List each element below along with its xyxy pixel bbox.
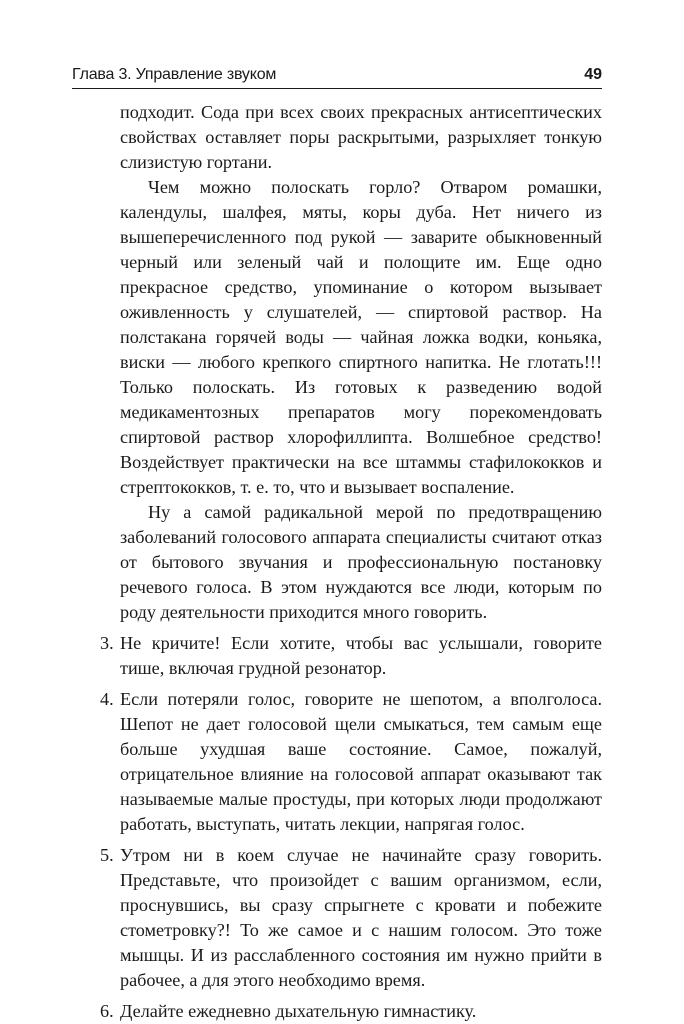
list-item bbox=[72, 687, 602, 837]
page-body bbox=[72, 100, 602, 1024]
list-item-text: Утром ни в коем случае не начинайте сразу говорить. Представьте, что произойдет с вашим организмом, если, проснувшись, вы сразу спрыгнете с кровати и побежите стометровку?! То же самое и с нашим голосом. Это тоже мышцы. И из расслабленного состояния им нужно прийти в рабочее, а для этого необходимо время. bbox=[120, 845, 602, 990]
page-number: 49 bbox=[584, 66, 602, 83]
list-item bbox=[72, 999, 602, 1024]
running-head bbox=[72, 62, 602, 88]
list-item-number: 5. bbox=[100, 845, 114, 865]
chapter-title: Глава 3. Управление звуком bbox=[72, 66, 277, 83]
list-item-text: Не кричите! Если хотите, чтобы вас услышали, говорите тише, включая грудной резонатор. bbox=[120, 633, 602, 678]
header-rule bbox=[72, 88, 602, 89]
list-item-number: 3. bbox=[100, 633, 114, 653]
list-item-number: 6. bbox=[100, 1001, 114, 1021]
list-item bbox=[72, 631, 602, 681]
list-item-text: Если потеряли голос, говорите не шепотом, а вполголоса. Шепот не дает голосовой щели смыкаться, тем самым еще больше ухудшая ваше состояние. Самое, пожалуй, отрицательное влияние на голосовой аппарат оказывают так называемые малые простуды, при которых люди продолжают работать, выступать, читать лекции, напрягая голос. bbox=[120, 689, 602, 834]
list-item-text: Делайте ежедневно дыхательную гимнастику. bbox=[120, 1001, 477, 1021]
list-item bbox=[72, 843, 602, 993]
paragraph: Ну а самой радикальной мерой по предотвращению заболеваний голосового аппарата специалисты считают отказ от бытового звучания и профессиональную постановку речевого голоса. В этом нуждаются все люди, которым по роду деятельности приходится много говорить. bbox=[120, 502, 602, 622]
continuation-paragraph: подходит. Сода при всех своих прекрасных антисептических свойствах оставляет поры раскрытыми, разрыхляет тонкую слизистую гортани. bbox=[120, 102, 602, 172]
paragraph: Чем можно полоскать горло? Отваром ромашки, календулы, шалфея, мяты, коры дуба. Нет ничего из вышеперечисленного под рукой — заварите обыкновенный черный или зеленый чай и полощите им. Еще одно прекрасное средство, упоминание о котором вызывает оживленность у слушателей, — спиртовой раствор. На полстакана горячей воды — чайная ложка водки, коньяка, виски — любого крепкого спиртного напитка. Не глотать!!! Только полоскать. Из готовых к разведению водой медикаментозных препаратов могу порекомендовать спиртовой раствор хлорофиллипта. Волшебное средство! Воздействует практически на все штаммы стафилококков и стрептококков, т. е. то, что и вызывает воспаление. bbox=[120, 177, 602, 497]
list-item-number: 4. bbox=[100, 689, 114, 709]
